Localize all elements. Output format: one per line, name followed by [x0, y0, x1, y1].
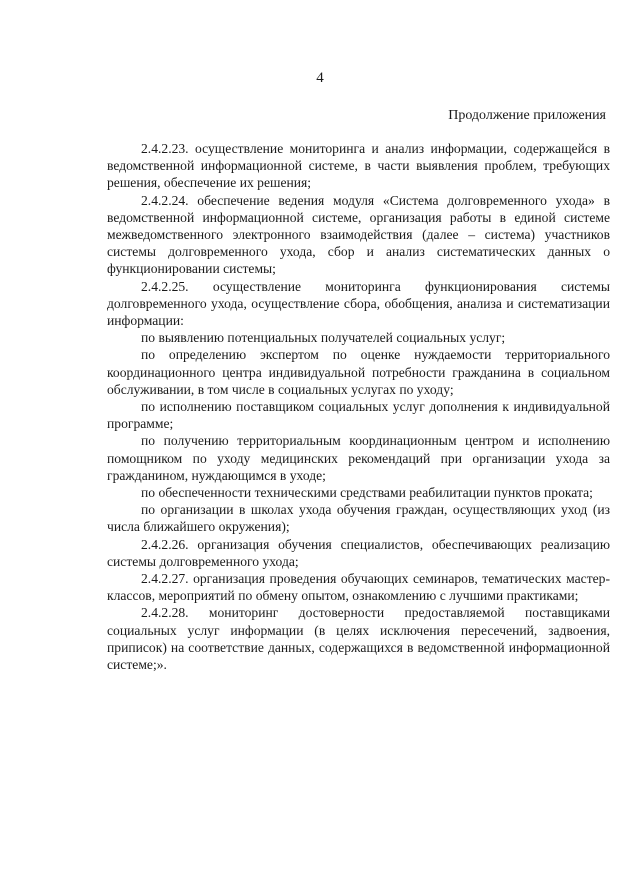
- paragraph-2-4-2-26: 2.4.2.26. организация обучения специалистов, обеспечивающих реализацию системы долговременного ухода;: [107, 536, 610, 569]
- monitoring-item: по получению территориальным координационным центром и исполнению помощником по уходу медицинских рекомендаций при организации ухода за гражданином, нуждающимся в уходе;: [107, 433, 610, 483]
- monitoring-item: по определению экспертом по оценке нуждаемости территориального координационного центра индивидуальной потребности гражданина в социальном обслуживании, в том числе в социальных услугах по уходу;: [107, 347, 610, 397]
- paragraph-2-4-2-25: 2.4.2.25. осуществление мониторинга функционирования системы долговременного ухода, осуществление сбора, обобщения, анализа и систематизации информации:: [107, 278, 610, 329]
- paragraph-2-4-2-27: 2.4.2.27. организация проведения обучающих семинаров, тематических мастер-классов, мероприятий по обмену опытом, ознакомлению с лучшими практиками;: [107, 571, 610, 604]
- monitoring-item: по организации в школах ухода обучения граждан, осуществляющих уход (из числа ближайшего окружения);: [107, 502, 610, 535]
- monitoring-item: по исполнению поставщиком социальных услуг дополнения к индивидуальной программе;: [107, 399, 610, 432]
- document-body: [107, 140, 610, 673]
- paragraph-2-4-2-28: 2.4.2.28. мониторинг достоверности предоставляемой поставщиками социальных услуг информации (в целях исключения пересечений, задвоения, приписок) на соответствие данных, содержащихся в ведомственной информационной системе;».: [107, 605, 610, 673]
- paragraph-2-4-2-24: 2.4.2.24. обеспечение ведения модуля «Система долговременного ухода» в ведомственной информационной системе, организация работы в единой системе межведомственного электронного взаимодействия (далее – система) участников системы долговременного ухода, сбор и анализ систематических данных о функционировании системы;: [107, 192, 610, 277]
- paragraph-2-4-2-23: 2.4.2.23. осуществление мониторинга и анализ информации, содержащейся в ведомственной информационной системе, в части выявления проблем, требующих решения, обеспечение их решения;: [107, 141, 610, 191]
- monitoring-item: по обеспеченности техническими средствами реабилитации пунктов проката;: [141, 485, 593, 501]
- monitoring-item: по выявлению потенциальных получателей социальных услуг;: [141, 330, 506, 346]
- continuation-label: Продолжение приложения: [448, 108, 606, 123]
- page-number: 4: [316, 70, 324, 86]
